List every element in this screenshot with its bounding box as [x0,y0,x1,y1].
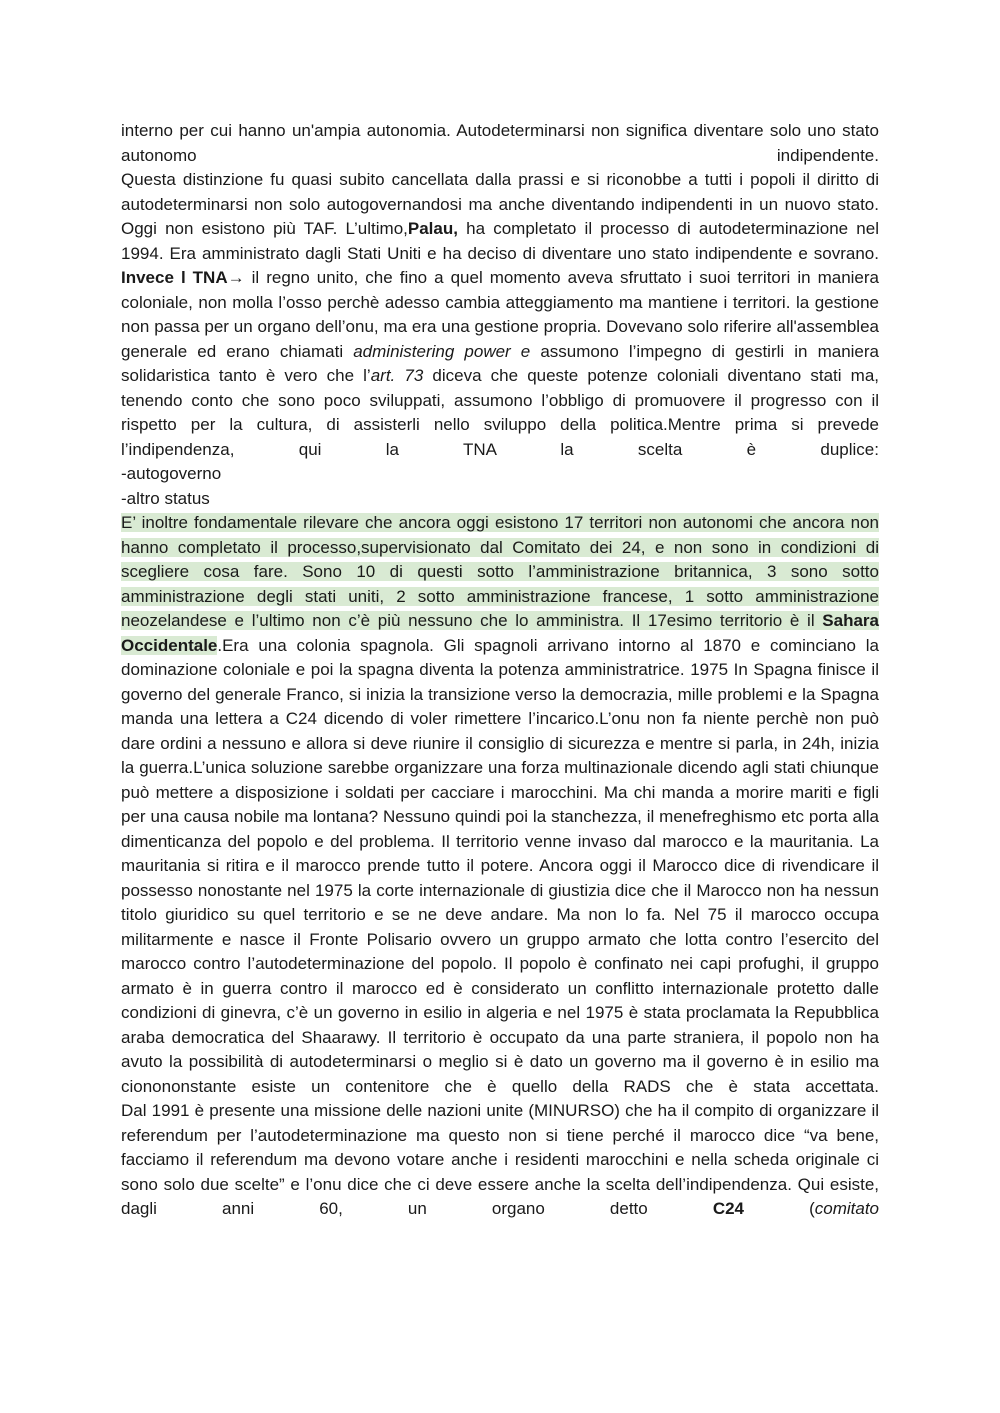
bold-sahara-occidentale: Sahara Occidentale [121,611,879,655]
paragraph-1: interno per cui hanno un'ampia autonomia. Autodeterminarsi non significa diventare solo uno stato autonomo indipendente. [121,121,879,165]
paragraph-5: Dal 1991 è presente una missione delle nazioni unite (MINURSO) che ha il compito di organizzare il referendum per l’autodeterminazione ma questo non si tiene perché il marocco dice “va bene, facciamo il referendum ma devono votare anche i residenti marocchini e nella scheda originale ci sono solo due scelte” e l’onu dice che ci deve essere anche la scelta dell’indipendenza. Qui esiste, dagli anni 60, un organo detto C24 (comitato [121,1101,879,1218]
paragraph-4: E’ inoltre fondamentale rilevare che ancora oggi esistono 17 territori non autonomi che ancora non hanno completato il processo,supervisionato dal Comitato dei 24, e non sono in condizioni di scegliere cosa fare. Sono 10 di questi sotto l’amministrazione britannica, 3 sono sotto amministrazione degli stati uniti, 2 sotto amministrazione francese, 1 sotto amministrazione neozelandese e l’ultimo non c’è più nessuno che lo amministra. Il 17esimo territorio è il Sahara Occidentale.Era una colonia spagnola. Gli spagnoli arrivano intorno al 1870 e cominciano la dominazione coloniale e poi la spagna diventa la potenza amministratrice. 1975 In Spagna finisce il governo del generale Franco, si inizia la transizione verso la democrazia, mille problemi e la Spagna manda una lettera a C24 dicendo di voler rimettere l’incarico.L’onu non fa niente perchè non può dare ordini a nessuno e allora si deve riunire il consiglio di sicurezza e mentre si parla, in 24h, inizia la guerra.L’unica soluzione sarebbe organizzare una forza multinazionale dicendo agli stati chiunque può mettere a disposizione i soldati per cacciare i marocchini. Ma chi manda a morire mariti e figli per una causa nobile ma lontana? Nessuno quindi poi la stanchezza, il menefreghismo etc porta alla dimenticanza del popolo e del problema. Il territorio venne invaso dal marocco e la mauritania. La mauritania si ritira e il marocco prende tutto il potere. Ancora oggi il Marocco dice di rivendicare il possesso nonostante nel 1975 la corte internazionale di giustizia dice che il Marocco non ha nessun titolo giuridico su quel territorio e se ne deve andare. Ma non lo fa. Nel 75 il marocco occupa militarmente e nasce il Fronte Polisario ovvero un gruppo armato che lotta contro l’esercito del marocco contro l’autodeterminazione del popolo. Il popolo è confinato nei capi profughi, il gruppo armato è in guerra contro il marocco ed è considerato un conflitto internazionale protetto dalle condizioni di ginevra, c’è un governo in esilio in algeria e nel 1975 è stata proclamata la Repubblica araba democratica del Shaarawy. Il territorio è occupato da una parte straniera, il popolo non ha avuto la possibilità di autodeterminarsi o meglio si è dato un governo ma il governo è in esilio ma cionononstante esiste un contenitore che è quello della RADS che è stata accettata. [121,513,879,1096]
highlighted-text: E’ inoltre fondamentale rilevare che ancora oggi esistono 17 territori non autonomi che ancora non hanno completato il processo,supervisionato dal Comitato dei 24, e non sono in condizioni di scegliere cosa fare. Sono 10 di questi sotto l’amministrazione britannica, 3 sono sotto amministrazione degli stati uniti, 2 sotto amministrazione francese, 1 sotto amministrazione neozelandese e l’ultimo non c’è più nessuno che lo amministra. Il 17esimo territorio è il [121,513,879,630]
bold-c24: C24 [712,1199,744,1218]
arrow-icon: → [227,268,245,287]
paragraph-3: Invece l TNA→ il regno unito, che fino a quel momento aveva sfruttato i suoi territori in maniera coloniale, non molla l’osso perchè adesso cambia atteggiamento ma mantiene i territori. la gestione non passa per un organo dell’onu, ma era una gestione propria. Dovevano solo riferire all'assemblea generale ed erano chiamati administering power e assumono l’impegno di gestirli in maniera solidaristica tanto è vero che l’art. 73 dicevа che queste potenze coloniali diventano stati ma, tenendo conto che sono poco sviluppati, assumono l’obbligo di promuovere il progresso con il rispetto per la cultura, di assisterli nello sviluppo della politica.Mentre prima si prevede l’indipendenza, qui la TNA la scelta è duplice: [121,268,880,459]
italic-comitato: comitato [814,1199,879,1218]
paragraph-2: Questa distinzione fu quasi subito cancellata dalla prassi e si riconobbe a tutti i popoli il diritto di autodeterminarsi non solo autogovernandosi ma anche diventando indipendenti in un nuovo stato. Oggi non esistono più TAF. L’ultimo,Palau, ha completato il processo di autodeterminazione nel 1994. Era amministrato dagli Stati Uniti e ha deciso di diventare uno stato indipendente e sovrano. [121,170,879,263]
bold-palau: Palau, [407,219,458,238]
list-item-altro-status: -altro status [121,488,210,508]
italic-art-73: art. 73 [370,366,424,385]
bold-tna: Invece l TNA [121,268,228,287]
italic-administering-power: administering power e [353,341,531,361]
list-item-autogoverno: -autogoverno [121,464,222,483]
document-body [121,119,879,1222]
